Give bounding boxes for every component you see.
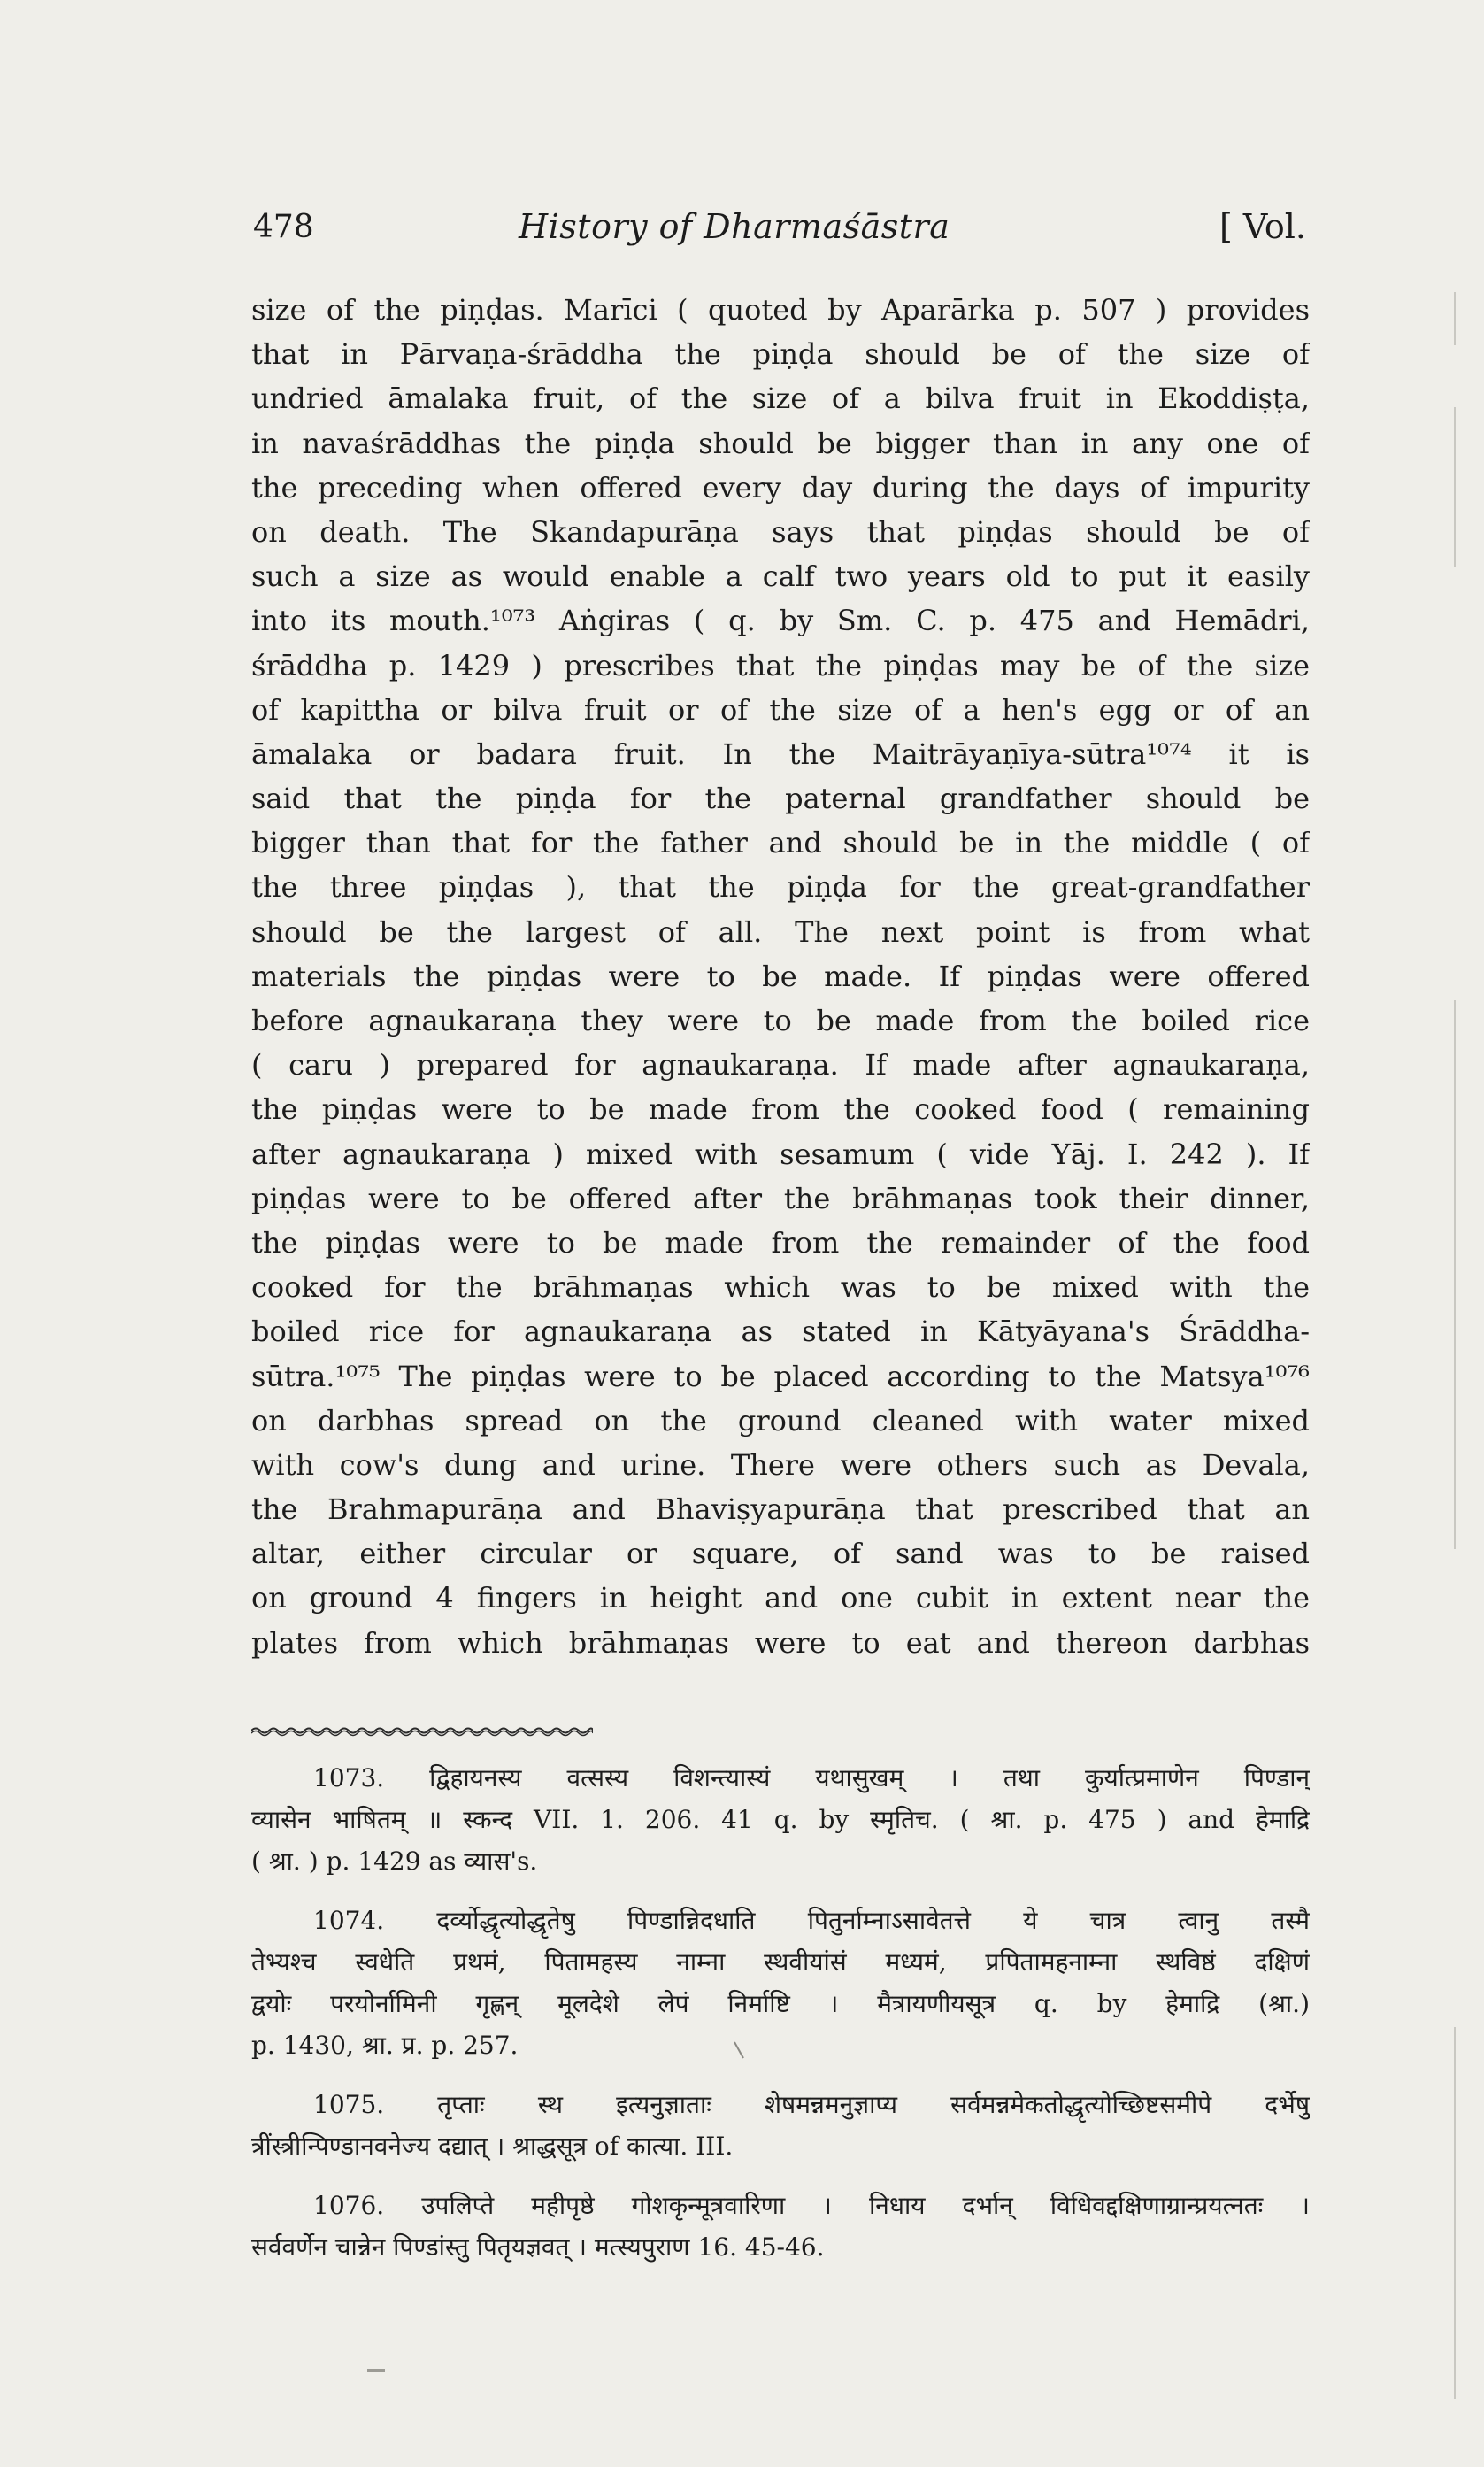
text-line: ( caru ) prepared for agnaukaraṇa. If made after agnaukaraṇa, (251, 1048, 1310, 1083)
page-edge-line (1454, 1000, 1456, 1549)
text-line: on darbhas spread on the ground cleaned with water mixed (251, 1403, 1310, 1438)
footnote-1075 (251, 2084, 1310, 2167)
footnote-line: द्वयोः परयोर्नामिनी गृह्णन् मूलदेशे लेपं निर्माष्टि । मैत्रायणीयसूत्र q. by हेमाद्रि (श्रा.) (251, 1989, 1310, 2018)
text-line: plates from which brāhmaṇas were to eat and thereon darbhas (251, 1625, 1310, 1660)
footnote-1074 (251, 1900, 1310, 2066)
footnote-1073 (251, 1757, 1310, 1882)
text-line: in navaśrāddhas the piṇḍa should be bigger than in any one of (251, 426, 1310, 460)
text-line: the piṇḍas were to be made from the cooked food ( remaining (251, 1092, 1310, 1127)
text-line: the Brahmapurāṇa and Bhaviṣyapurāṇa that prescribed that an (251, 1492, 1310, 1527)
text-line: altar, either circular or square, of sand was to be raised (251, 1537, 1310, 1571)
text-line: that in Pārvaṇa-śrāddha the piṇḍa should be of the size of (251, 337, 1310, 372)
text-line: size of the piṇḍas. Marīci ( quoted by Aparārka p. 507 ) provides (251, 293, 1310, 327)
text-line: āmalaka or badara fruit. In the Maitrāyaṇīya-sūtra¹⁰⁷⁴ it is (251, 736, 1310, 771)
text-line: the preceding when offered every day during the days of impurity (251, 470, 1310, 505)
footnote-line: 1074. दर्व्योद्धृत्योद्धृतेषु पिण्डान्निदधाति पितुर्नाम्नाऽसावेतत्ते ये चात्र त्वानु तस्मै (313, 1906, 1310, 1935)
stray-mark (367, 2369, 385, 2372)
footnote-line: सर्ववर्णेन चान्नेन पिण्डांस्तु पितृयज्ञवत् । मत्स्यपुराण 16. 45-46. (251, 2232, 825, 2262)
text-line: should be the largest of all. The next point is from what (251, 914, 1310, 949)
footnote-line: व्यासेन भाषितम् ॥ स्कन्द VII. 1. 206. 41 q. by स्मृतिच. ( श्रा. p. 475 ) and हेमाद्रि (251, 1805, 1310, 1834)
text-line: piṇḍas were to be offered after the brāhmaṇas took their dinner, (251, 1181, 1310, 1215)
text-line: with cow's dung and urine. There were others such as Devala, (251, 1447, 1310, 1482)
text-line: the piṇḍas were to be made from the remainder of the food (251, 1225, 1310, 1260)
text-line: of kapittha or bilva fruit or of the size of a hen's egg or of an (251, 692, 1310, 727)
text-line: on death. The Skandapurāṇa says that piṇḍas should be of (251, 514, 1310, 549)
footnote-line: तेभ्यश्च स्वधेति प्रथमं, पितामहस्य नाम्ना स्थवीयांसं मध्यमं, प्रपितामहनाम्ना स्थविष्ठं दक्षिणं (251, 1947, 1310, 1977)
text-line: undried āmalaka fruit, of the size of a bilva fruit in Ekoddiṣṭa, (251, 382, 1310, 416)
text-line: materials the piṇḍas were to be made. If piṇḍas were offered (251, 959, 1310, 993)
footnote-line: त्रींस्त्रीन्पिण्डानवनेज्य दद्यात् । श्राद्धसूत्र of कात्या. III. (251, 2132, 734, 2161)
footnote-line: 1076. उपलिप्ते महीपृष्ठे गोशकृन्मूत्रवारिणा । निधाय दर्भान् विधिवद्दक्षिणाग्रान्प्रयत्नतः । (313, 2191, 1310, 2220)
text-line: śrāddha p. 1429 ) prescribes that the piṇḍas may be of the size (251, 648, 1310, 682)
text-line: after agnaukaraṇa ) mixed with sesamum ( vide Yāj. I. 242 ). If (251, 1137, 1310, 1171)
running-header (253, 202, 1306, 255)
footnote-line: 1073. द्विहायनस्य वत्सस्य विशन्त्यास्यं यथासुखम् । तथा कुर्यात्प्रमाणेन पिण्डान् (313, 1763, 1310, 1792)
text-line: cooked for the brāhmaṇas which was to be mixed with the (251, 1270, 1310, 1305)
footnote-separator (251, 1724, 593, 1737)
page-number: 478 (253, 209, 314, 245)
volume-label: [ Vol. (1219, 207, 1306, 246)
stray-mark (733, 2040, 745, 2060)
page-edge-line (1454, 407, 1456, 567)
page-edge-line (1454, 2027, 1456, 2399)
text-line: boiled rice for agnaukaraṇa as stated in Kātyāyana's Śrāddha- (251, 1314, 1310, 1349)
footnote-1076 (251, 2185, 1310, 2268)
text-line: the three piṇḍas ), that the piṇḍa for the great-grandfather (251, 870, 1310, 905)
footnote-line: p. 1430, श्रा. प्र. p. 257. (251, 2031, 519, 2060)
running-title: History of Dharmaśāstra (519, 207, 950, 246)
text-line: said that the piṇḍa for the paternal grandfather should be (251, 782, 1310, 816)
text-line: bigger than that for the father and should be in the middle ( of (251, 826, 1310, 860)
footnote-line: ( श्रा. ) p. 1429 as व्यास's. (251, 1846, 538, 1876)
text-line: sūtra.¹⁰⁷⁵ The piṇḍas were to be placed according to the Matsya¹⁰⁷⁶ (251, 1359, 1310, 1393)
text-line: on ground 4 fingers in height and one cubit in extent near the (251, 1581, 1310, 1615)
text-line: into its mouth.¹⁰⁷³ Aṅgiras ( q. by Sm. C. p. 475 and Hemādri, (251, 604, 1310, 638)
main-text (251, 288, 1310, 1665)
text-line: such a size as would enable a calf two years old to put it easily (251, 559, 1310, 594)
text-line: before agnaukaraṇa they were to be made from the boiled rice (251, 1004, 1310, 1037)
footnote-line: 1075. तृप्ताः स्थ इत्यनुज्ञाताः शेषमन्नमनुज्ञाप्य सर्वमन्नमेकतोद्धृत्योच्छिष्टसमीपे दर्भेषु (313, 2090, 1310, 2119)
page-edge-line (1454, 292, 1456, 345)
footnotes (251, 1757, 1310, 2268)
